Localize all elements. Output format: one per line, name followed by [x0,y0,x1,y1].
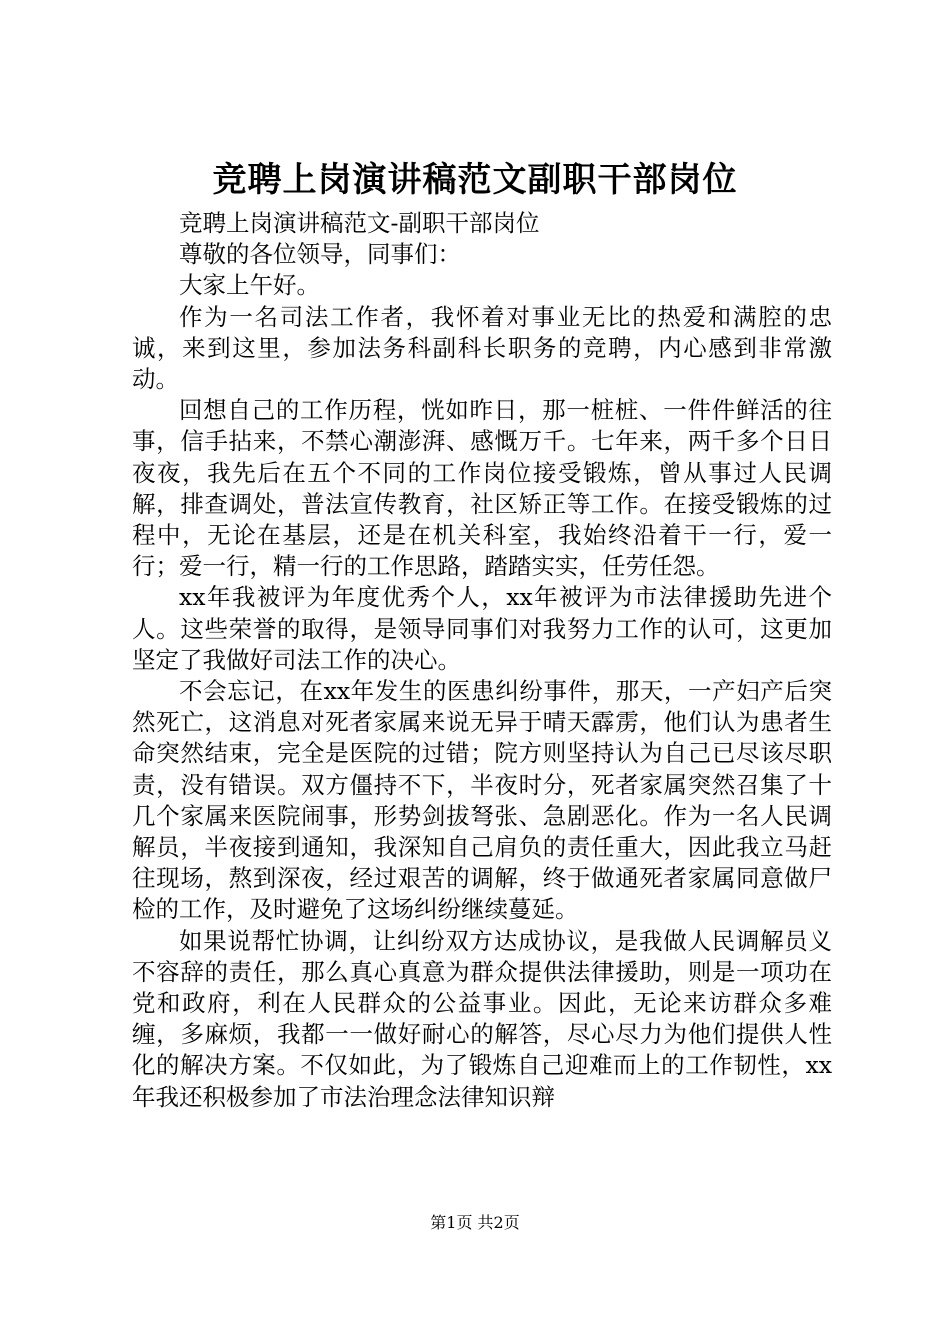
paragraph-legal-aid: 如果说帮忙协调，让纠纷双方达成协议，是我做人民调解员义不容辞的责任，那么真心真意为群众提供法律援助，则是一项功在党和政府，利在人民群众的公益事业。因此，无论来访群众多难缠，多麻烦，我都一一做好耐心的解答，尽心尽力为他们提供人性化的解决方案。不仅如此，为了锻炼自己迎难而上的工作韧性，xx年我还积极参加了市法治理念法律知识辩 [132,926,832,1111]
paragraph-greeting: 大家上午好。 [179,271,320,300]
paragraph-intro: 作为一名司法工作者，我怀着对事业无比的热爱和满腔的忠诚，来到这里，参加法务科副科长职务的竞聘，内心感到非常激动。 [132,302,832,394]
paragraph-honors: xx年我被评为年度优秀个人，xx年被评为市法律援助先进个人。这些荣誉的取得，是领导同事们对我努力工作的认可，这更加坚定了我做好司法工作的决心。 [132,583,832,674]
page-footer: 第1页 共2页 [430,1213,520,1232]
paragraph-subtitle: 竞聘上岗演讲稿范文-副职干部岗位 [179,209,540,237]
paragraph-salutation: 尊敬的各位领导，同事们： [179,240,461,269]
paragraph-dispute-case: 不会忘记，在xx年发生的医患纠纷事件，那天，一产妇产后突然死亡，这消息对死者家属来说无异于晴天霹雳，他们认为患者生命突然结束，完全是医院的过错；院方则坚持认为自己已尽该尽职责，没有错误。双方僵持不下，半夜时分，死者家属突然召集了十几个家属来医院闹事，形势剑拔弩张、急剧恶化。作为一名人民调解员，半夜接到通知，我深知自己肩负的责任重大，因此我立马赶往现场，熬到深夜，经过艰苦的调解，终于做通死者家属同意做尸检的工作，及时避免了这场纠纷继续蔓延。 [132,677,832,924]
document-body [132,208,832,1113]
paragraph-career-review: 回想自己的工作历程，恍如昨日，那一桩桩、一件件鲜活的往事，信手拈来，不禁心潮澎湃、感慨万千。七年来，两千多个日日夜夜，我先后在五个不同的工作岗位接受锻炼，曾从事过人民调解，排查调处，普法宣传教育，社区矫正等工作。在接受锻炼的过程中，无论在基层，还是在机关科室，我始终沿着干一行，爱一行；爱一行，精一行的工作思路，踏踏实实，任劳任怨。 [132,396,832,581]
document-title: 竞聘上岗演讲稿范文副职干部岗位 [212,160,738,200]
